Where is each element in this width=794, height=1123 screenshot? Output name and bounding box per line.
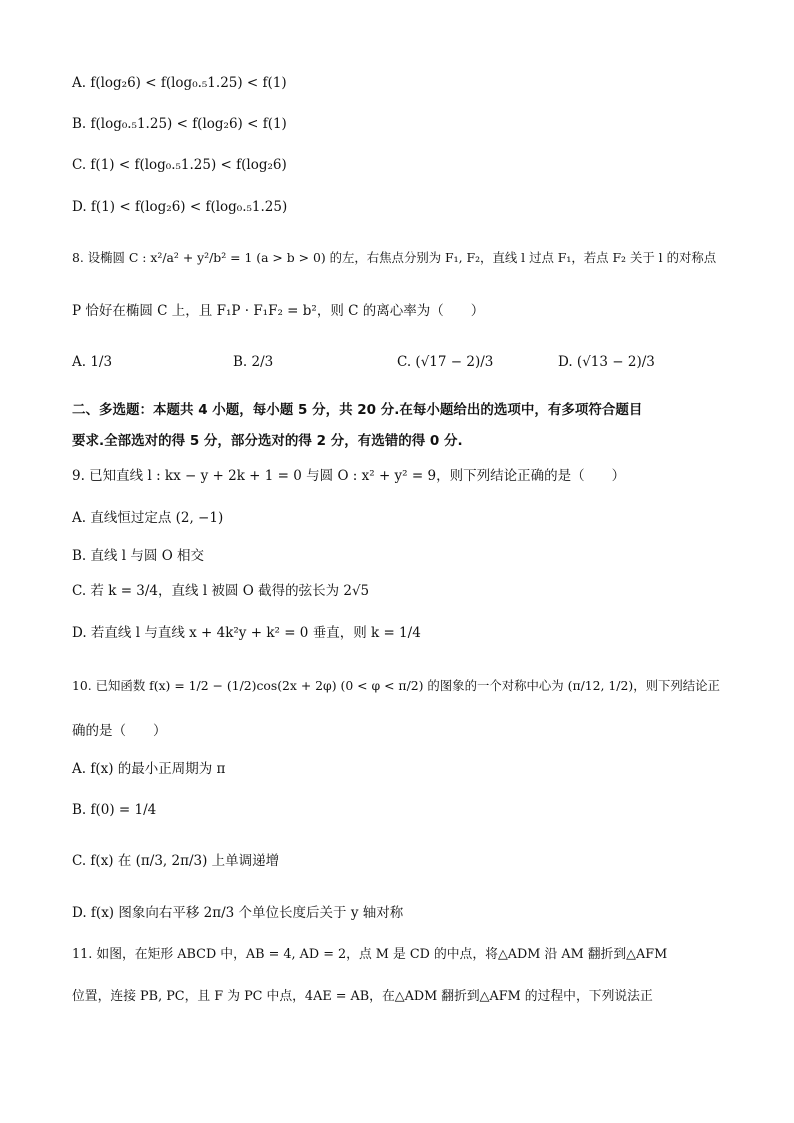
q9-option-c: C. 若 k = 3/4，直线 l 被圆 O 截得的弦长为 2√5 <box>72 583 370 599</box>
q7-option-b: B. f(log₀.₅1.25) < f(log₂6) < f(1) <box>72 116 287 132</box>
q7-option-d: D. f(1) < f(log₂6) < f(log₀.₅1.25) <box>72 199 288 215</box>
q8-stem-line1: 8. 设椭圆 C : x²/a² + y²/b² = 1 (a > b > 0) 的左，右焦点分别为 F₁, F₂，直线 l 过点 F₁，若点 F₂ 关于 l 的对称点 <box>72 250 717 265</box>
q8-option-c: C. (√17 − 2)/3 <box>397 354 494 370</box>
q9-stem: 9. 已知直线 l : kx − y + 2k + 1 = 0 与圆 O : x² + y² = 9，则下列结论正确的是（ ） <box>72 468 626 484</box>
q10-option-c: C. f(x) 在 (π/3, 2π/3) 上单调递增 <box>72 853 280 869</box>
q7-option-c: C. f(1) < f(log₀.₅1.25) < f(log₂6) <box>72 157 287 173</box>
q10-option-d: D. f(x) 图象向右平移 2π/3 个单位长度后关于 y 轴对称 <box>72 905 404 921</box>
q10-stem-line1: 10. 已知函数 f(x) = 1/2 − (1/2)cos(2x + 2φ) (0 < φ < π/2) 的图象的一个对称中心为 (π/12, 1/2)，则下列结论正 <box>72 678 720 693</box>
q10-stem-line2: 确的是（ ） <box>72 723 167 739</box>
q10-option-a: A. f(x) 的最小正周期为 π <box>72 761 226 777</box>
section-heading-line1: 二、多选题：本题共 4 小题，每小题 5 分，共 20 分.在每小题给出的选项中，有多项符合题目 <box>72 402 643 418</box>
q9-option-b: B. 直线 l 与圆 O 相交 <box>72 548 205 564</box>
q8-option-a: A. 1/3 <box>72 354 113 370</box>
q9-option-a: A. 直线恒过定点 (2, −1) <box>72 510 224 526</box>
section-heading-line2: 要求.全部选对的得 5 分，部分选对的得 2 分，有选错的得 0 分. <box>72 433 463 449</box>
q9-option-d: D. 若直线 l 与直线 x + 4k²y + k² = 0 垂直，则 k = 1/4 <box>72 625 421 641</box>
q8-stem-line2: P 恰好在椭圆 C 上，且 F₁P · F₁F₂ = b²，则 C 的离心率为（ ） <box>72 303 485 319</box>
q11-stem-line1: 11. 如图，在矩形 ABCD 中，AB = 4, AD = 2，点 M 是 CD 的中点，将△ADM 沿 AM 翻折到△AFM <box>72 947 668 962</box>
q8-option-b: B. 2/3 <box>233 354 274 370</box>
q10-option-b: B. f(0) = 1/4 <box>72 802 157 818</box>
q11-stem-line2: 位置，连接 PB, PC，且 F 为 PC 中点，4AE = AB，在△ADM 翻折到△AFM 的过程中，下列说法正 <box>72 989 653 1004</box>
q7-option-a: A. f(log₂6) < f(log₀.₅1.25) < f(1) <box>72 75 287 91</box>
q8-option-d: D. (√13 − 2)/3 <box>558 354 655 370</box>
